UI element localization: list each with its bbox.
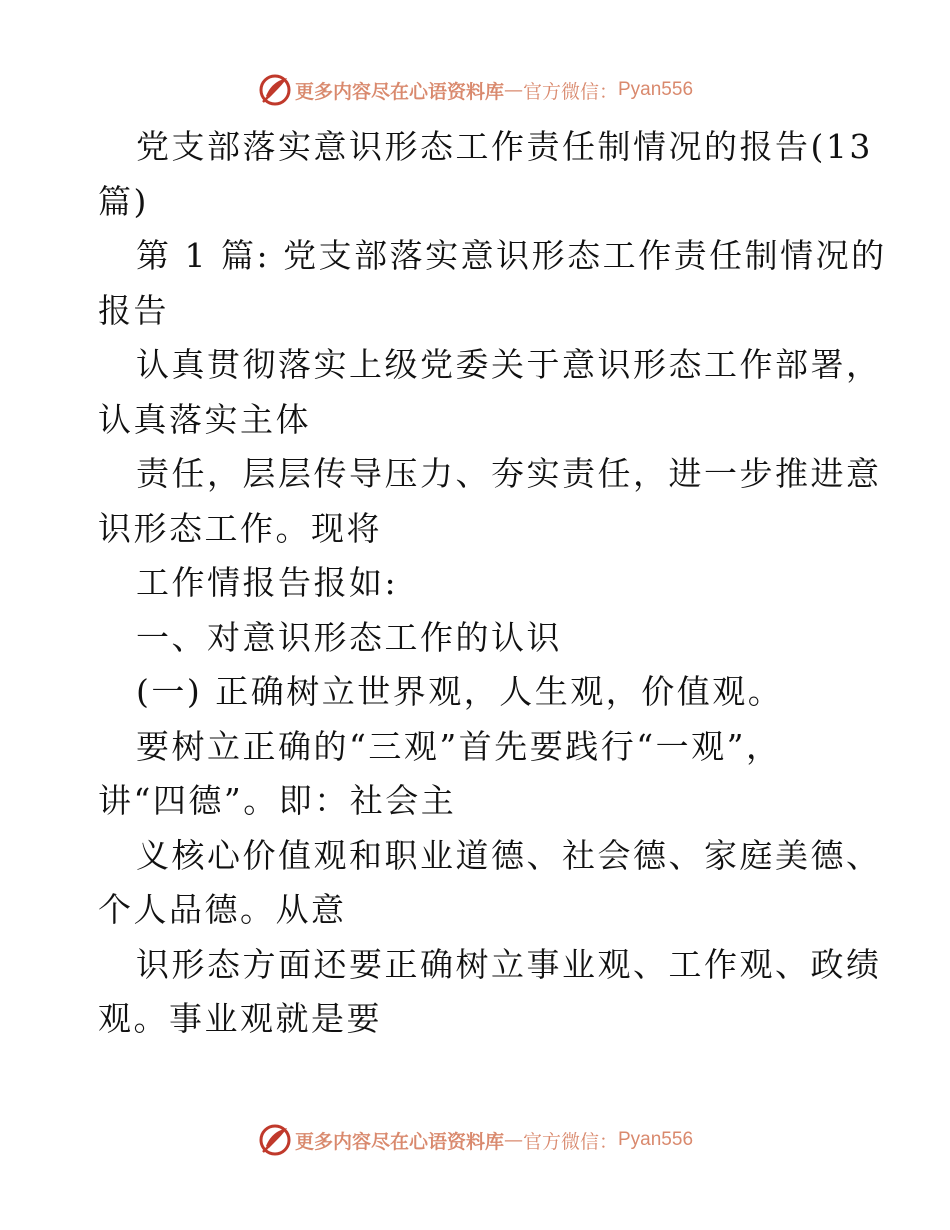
banner-wechat-label: 官方微信： — [522, 1130, 618, 1153]
banner-wechat-id: Pyan556 — [618, 1129, 694, 1150]
text-line: 要树立正确的“三观”首先要践行“一观”， — [136, 726, 782, 766]
banner-wechat-label: 官方微信： — [522, 80, 618, 103]
text-line: 工作情报告报如: — [136, 563, 399, 602]
text-line: 识形态工作。现将 — [98, 508, 382, 548]
text-line: 讲“四德”。即：社会主 — [98, 781, 457, 820]
text-line: 个人品德。从意 — [98, 890, 347, 929]
brand-logo-icon — [257, 1122, 293, 1158]
banner-dash: — — [503, 1129, 523, 1151]
banner-main-text: 更多内容尽在心语资料库 — [294, 1130, 504, 1153]
banner-dash: — — [503, 79, 523, 101]
brand-logo-icon — [257, 72, 293, 108]
footer-banner — [0, 1120, 950, 1160]
banner-main-text: 更多内容尽在心语资料库 — [294, 80, 504, 103]
text-line: 识形态方面还要正确树立事业观、工作观、政绩 — [136, 944, 882, 984]
text-line: 义核心价值观和职业道德、社会德、家庭美德、 — [136, 835, 882, 875]
text-line: 报告 — [98, 290, 169, 330]
header-banner — [0, 70, 950, 110]
text-line: (一) 正确树立世界观，人生观，价值观。 — [136, 672, 784, 711]
text-line: 篇) — [98, 181, 149, 221]
text-line: 第 1 篇: 党支部落实意识形态工作责任制情况的 — [136, 236, 887, 275]
text-line: 责任，层层传导压力、夯实责任，进一步推进意 — [136, 454, 882, 493]
banner-wechat-id: Pyan556 — [618, 79, 694, 100]
text-line: 一、对意识形态工作的认识 — [136, 617, 562, 657]
text-line: 党支部落实意识形态工作责任制情况的报告(13 — [136, 127, 873, 166]
text-line: 认真落实主体 — [98, 399, 311, 439]
document-body — [98, 120, 887, 1047]
text-line: 认真贯彻落实上级党委关于意识形态工作部署， — [136, 345, 882, 384]
text-line: 观。事业观就是要 — [98, 999, 382, 1038]
